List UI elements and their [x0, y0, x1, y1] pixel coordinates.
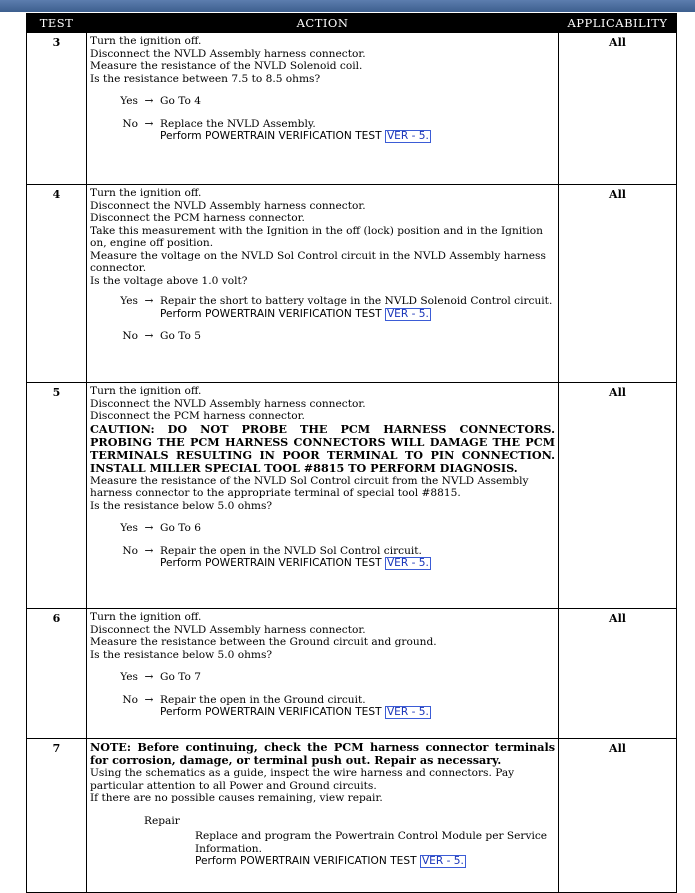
ver-5-link[interactable]: VER - 5.: [386, 307, 429, 320]
no-label: No: [122, 544, 138, 557]
action-cell: [87, 609, 559, 739]
table-header-row: [27, 14, 677, 33]
arrow-icon: →: [144, 693, 154, 706]
yes-response: [90, 295, 555, 321]
ver-5-link[interactable]: VER - 5.: [386, 557, 429, 569]
action-line: Is the voltage above 1.0 volt?: [90, 274, 248, 287]
test-number: 3: [27, 33, 87, 185]
table-row: [27, 383, 677, 609]
verification-line: Perform POWERTRAIN VERIFICATION TEST VER - 5.: [160, 557, 429, 569]
arrow-icon: →: [144, 522, 154, 534]
diagnostic-table: [26, 13, 677, 893]
arrow-icon: →: [144, 95, 154, 107]
action-line: Disconnect the NVLD Assembly harness connector.: [90, 397, 366, 410]
verification-line: Perform POWERTRAIN VERIFICATION TEST VER - 5.: [160, 706, 429, 718]
ver-5-link[interactable]: VER - 5.: [421, 855, 464, 867]
repair-text: Replace and program the Powertrain Control Module per Service Information.: [195, 830, 548, 855]
no-text: Go To 5: [160, 329, 201, 342]
action-line: Turn the ignition off.: [90, 385, 202, 397]
applicability-cell: All: [559, 609, 677, 739]
yes-label: Yes: [120, 295, 138, 307]
action-line: Turn the ignition off.: [90, 35, 202, 47]
yes-label: Yes: [120, 671, 138, 683]
yes-text: Go To 7: [160, 671, 201, 683]
no-label: No: [122, 329, 138, 342]
action-line: Measure the voltage on the NVLD Sol Control circuit in the NVLD Assembly harness connector.: [90, 249, 546, 274]
yes-label: Yes: [120, 95, 138, 107]
ver-5-link[interactable]: VER - 5.: [386, 706, 429, 718]
repair-label: Repair: [144, 814, 180, 827]
action-line: Is the resistance below 5.0 ohms?: [90, 648, 273, 661]
yes-label: Yes: [120, 522, 138, 534]
action-line: Disconnect the NVLD Assembly harness connector.: [90, 47, 366, 60]
caution-text: CAUTION: DO NOT PROBE THE PCM HARNESS CONNECTORS. PROBING THE PCM HARNESS CONNECTORS WILL DAMAGE THE PCM TERMINALS RESULTING IN POOR TERMINAL TO PIN CONNECTION. INSTALL MILLER SPECIAL TOOL #8815 TO PERFORM DIAGNOSIS.: [90, 421, 555, 475]
action-line: Disconnect the PCM harness connector.: [90, 212, 305, 224]
action-cell: [87, 185, 559, 383]
header-test: TEST: [27, 14, 87, 33]
table-row: [27, 739, 677, 893]
table-row: [27, 33, 677, 185]
test-number: 5: [27, 383, 87, 609]
verification-line: Perform POWERTRAIN VERIFICATION TEST VER - 5.: [195, 855, 464, 867]
arrow-icon: →: [144, 295, 154, 307]
header-action: ACTION: [87, 14, 559, 33]
header-applicability: APPLICABILITY: [559, 14, 677, 33]
action-line: Disconnect the NVLD Assembly harness connector.: [90, 623, 366, 636]
action-cell: [87, 383, 559, 609]
table-row: [27, 609, 677, 739]
test-number: 6: [27, 609, 87, 739]
applicability-cell: All: [559, 33, 677, 185]
yes-response: [90, 95, 555, 108]
action-line: Measure the resistance of the NVLD Sol Control circuit from the NVLD Assembly harness connector to the appropriate terminal of special tool #8815.: [90, 474, 529, 499]
yes-text: Repair the short to battery voltage in the NVLD Solenoid Control circuit.: [160, 295, 553, 307]
window-top-bar: [0, 0, 695, 12]
no-response: [90, 545, 555, 571]
no-text: Repair the open in the Ground circuit.: [160, 693, 366, 706]
diagnostic-sheet: [26, 13, 676, 893]
table-row: [27, 185, 677, 383]
no-response: [90, 694, 555, 720]
yes-response: [90, 522, 555, 535]
action-line: Measure the resistance between the Ground circuit and ground.: [90, 636, 437, 648]
action-line: Measure the resistance of the NVLD Solenoid coil.: [90, 60, 363, 72]
no-label: No: [122, 117, 138, 130]
note-text: NOTE: Before continuing, check the PCM harness connector terminals for corrosion, damage, or terminal push out. Repair as necessary.: [90, 740, 555, 767]
yes-text: Go To 4: [160, 95, 201, 107]
yes-text: Go To 6: [160, 522, 201, 534]
action-line: Using the schematics as a guide, inspect the wire harness and connectors. Pay particular attention to all Power and Ground circuits.: [90, 767, 515, 792]
action-line: Turn the ignition off.: [90, 611, 202, 623]
action-line: Disconnect the NVLD Assembly harness connector.: [90, 199, 366, 212]
applicability-cell: All: [559, 739, 677, 893]
applicability-cell: All: [559, 185, 677, 383]
test-number: 4: [27, 185, 87, 383]
yes-response: [90, 671, 555, 684]
action-cell: [87, 33, 559, 185]
ver-5-link[interactable]: VER - 5.: [386, 130, 429, 142]
repair-response: [90, 815, 555, 869]
action-cell: [87, 739, 559, 893]
arrow-icon: →: [144, 671, 154, 683]
no-label: No: [122, 693, 138, 706]
no-text: Repair the open in the NVLD Sol Control circuit.: [160, 544, 422, 557]
action-line: If there are no possible causes remaining, view repair.: [90, 792, 383, 804]
arrow-icon: →: [144, 544, 154, 557]
verification-line: Perform POWERTRAIN VERIFICATION TEST VER - 5.: [160, 130, 429, 142]
arrow-icon: →: [144, 329, 154, 342]
action-line: Is the resistance below 5.0 ohms?: [90, 499, 273, 512]
arrow-icon: →: [144, 117, 154, 130]
action-line: Disconnect the PCM harness connector.: [90, 410, 305, 422]
verification-line: Perform POWERTRAIN VERIFICATION TEST VER - 5.: [160, 307, 429, 320]
no-response: [90, 330, 555, 343]
action-line: Turn the ignition off.: [90, 187, 202, 199]
test-number: 7: [27, 739, 87, 893]
action-line: Is the resistance between 7.5 to 8.5 ohms?: [90, 72, 321, 85]
no-response: [90, 118, 555, 144]
action-line: Take this measurement with the Ignition in the off (lock) position and in the Ignition on, engine off position.: [90, 224, 544, 249]
applicability-cell: All: [559, 383, 677, 609]
no-text: Replace the NVLD Assembly.: [160, 117, 316, 130]
